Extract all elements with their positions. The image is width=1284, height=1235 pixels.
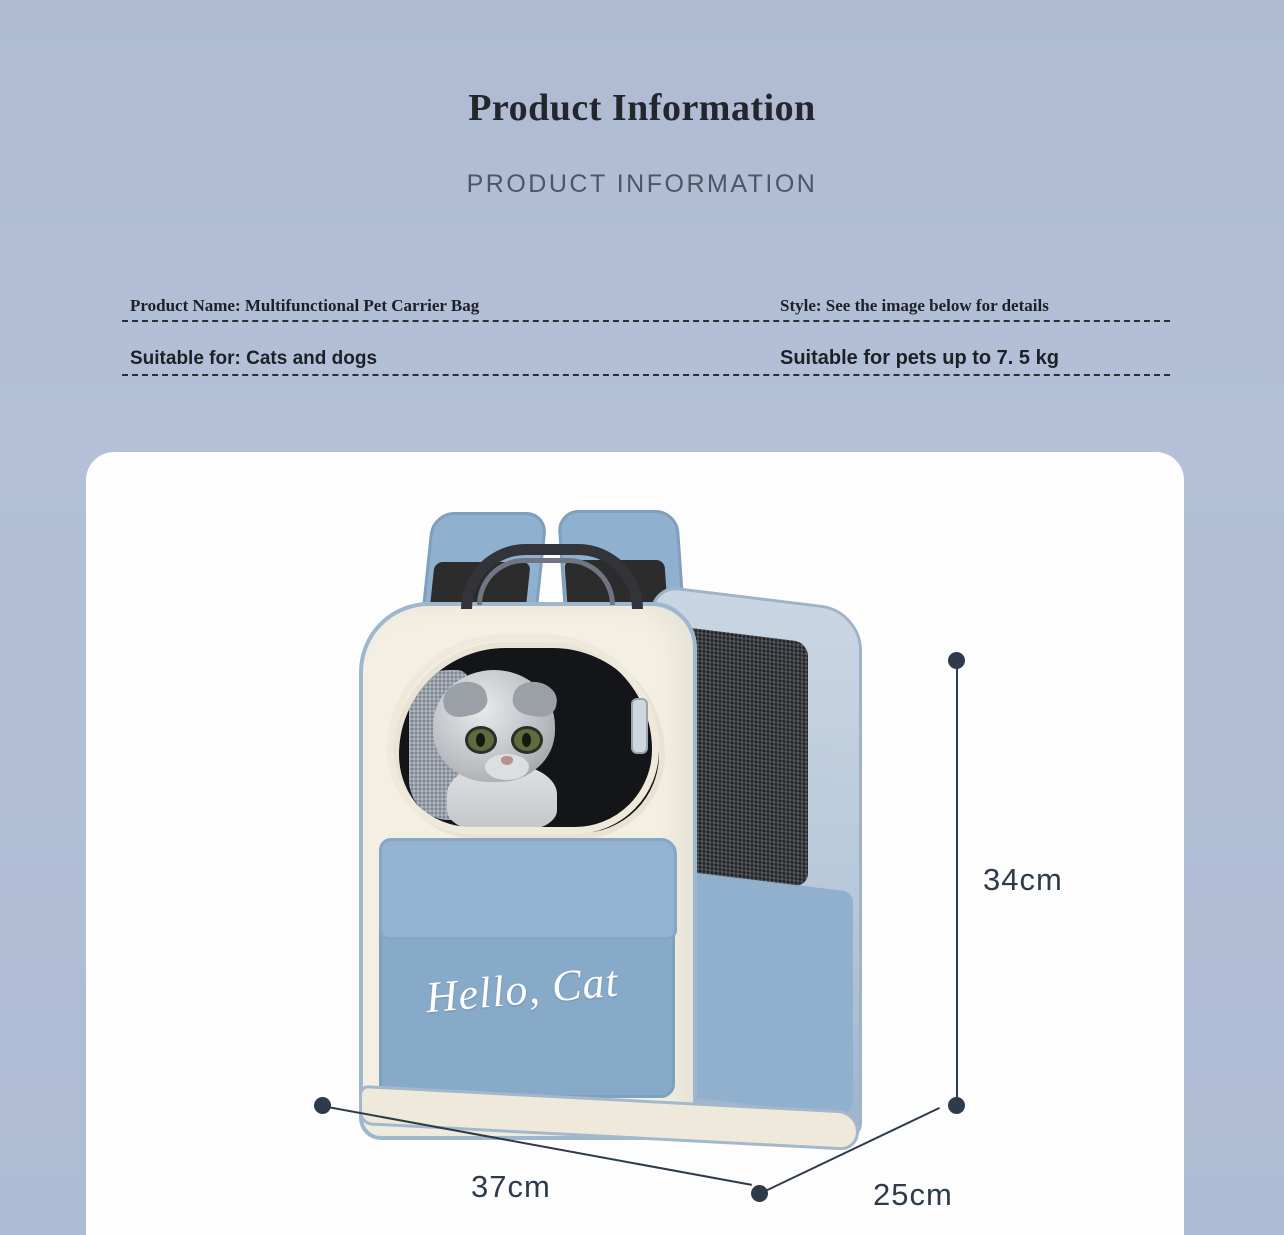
carry-handle-inner — [477, 558, 615, 605]
cat-ear-right — [510, 678, 559, 719]
page-title: Product Information — [468, 87, 816, 129]
dim-line-height — [956, 666, 958, 1102]
zipper-pull — [631, 698, 648, 754]
divider — [122, 374, 1170, 376]
dim-label-width: 37cm — [471, 1169, 551, 1204]
cat-eye-right — [511, 726, 543, 754]
product-photo-card — [86, 452, 1184, 1235]
pet-carrier-backpack-illustration — [301, 502, 921, 1182]
product-photo — [86, 452, 1184, 1235]
cat-head — [433, 670, 555, 782]
spec-row — [122, 322, 1170, 376]
cat-ear-left — [440, 678, 490, 720]
spec-product-name: Product Name: Multifunctional Pet Carrier Bag — [130, 296, 480, 315]
front-pocket-flap — [379, 838, 677, 940]
dim-label-depth: 25cm — [873, 1177, 953, 1212]
cat-pupil-right — [522, 733, 531, 747]
spec-row — [122, 268, 1170, 322]
spec-style: Style: See the image below for details — [780, 296, 1049, 315]
spec-table — [122, 268, 1170, 376]
spec-weight-limit: Suitable for pets up to 7. 5 kg — [780, 347, 1059, 369]
dim-label-height: 34cm — [983, 862, 1063, 897]
cat-eye-left — [465, 726, 497, 754]
brand-text: Hello, Cat — [423, 956, 621, 1023]
cat-inside-carrier — [419, 652, 569, 830]
page-subtitle: PRODUCT INFORMATION — [466, 170, 818, 198]
cat-pupil-left — [476, 733, 485, 747]
spec-suitable-for: Suitable for: Cats and dogs — [130, 348, 378, 369]
cat-nose — [501, 756, 513, 765]
